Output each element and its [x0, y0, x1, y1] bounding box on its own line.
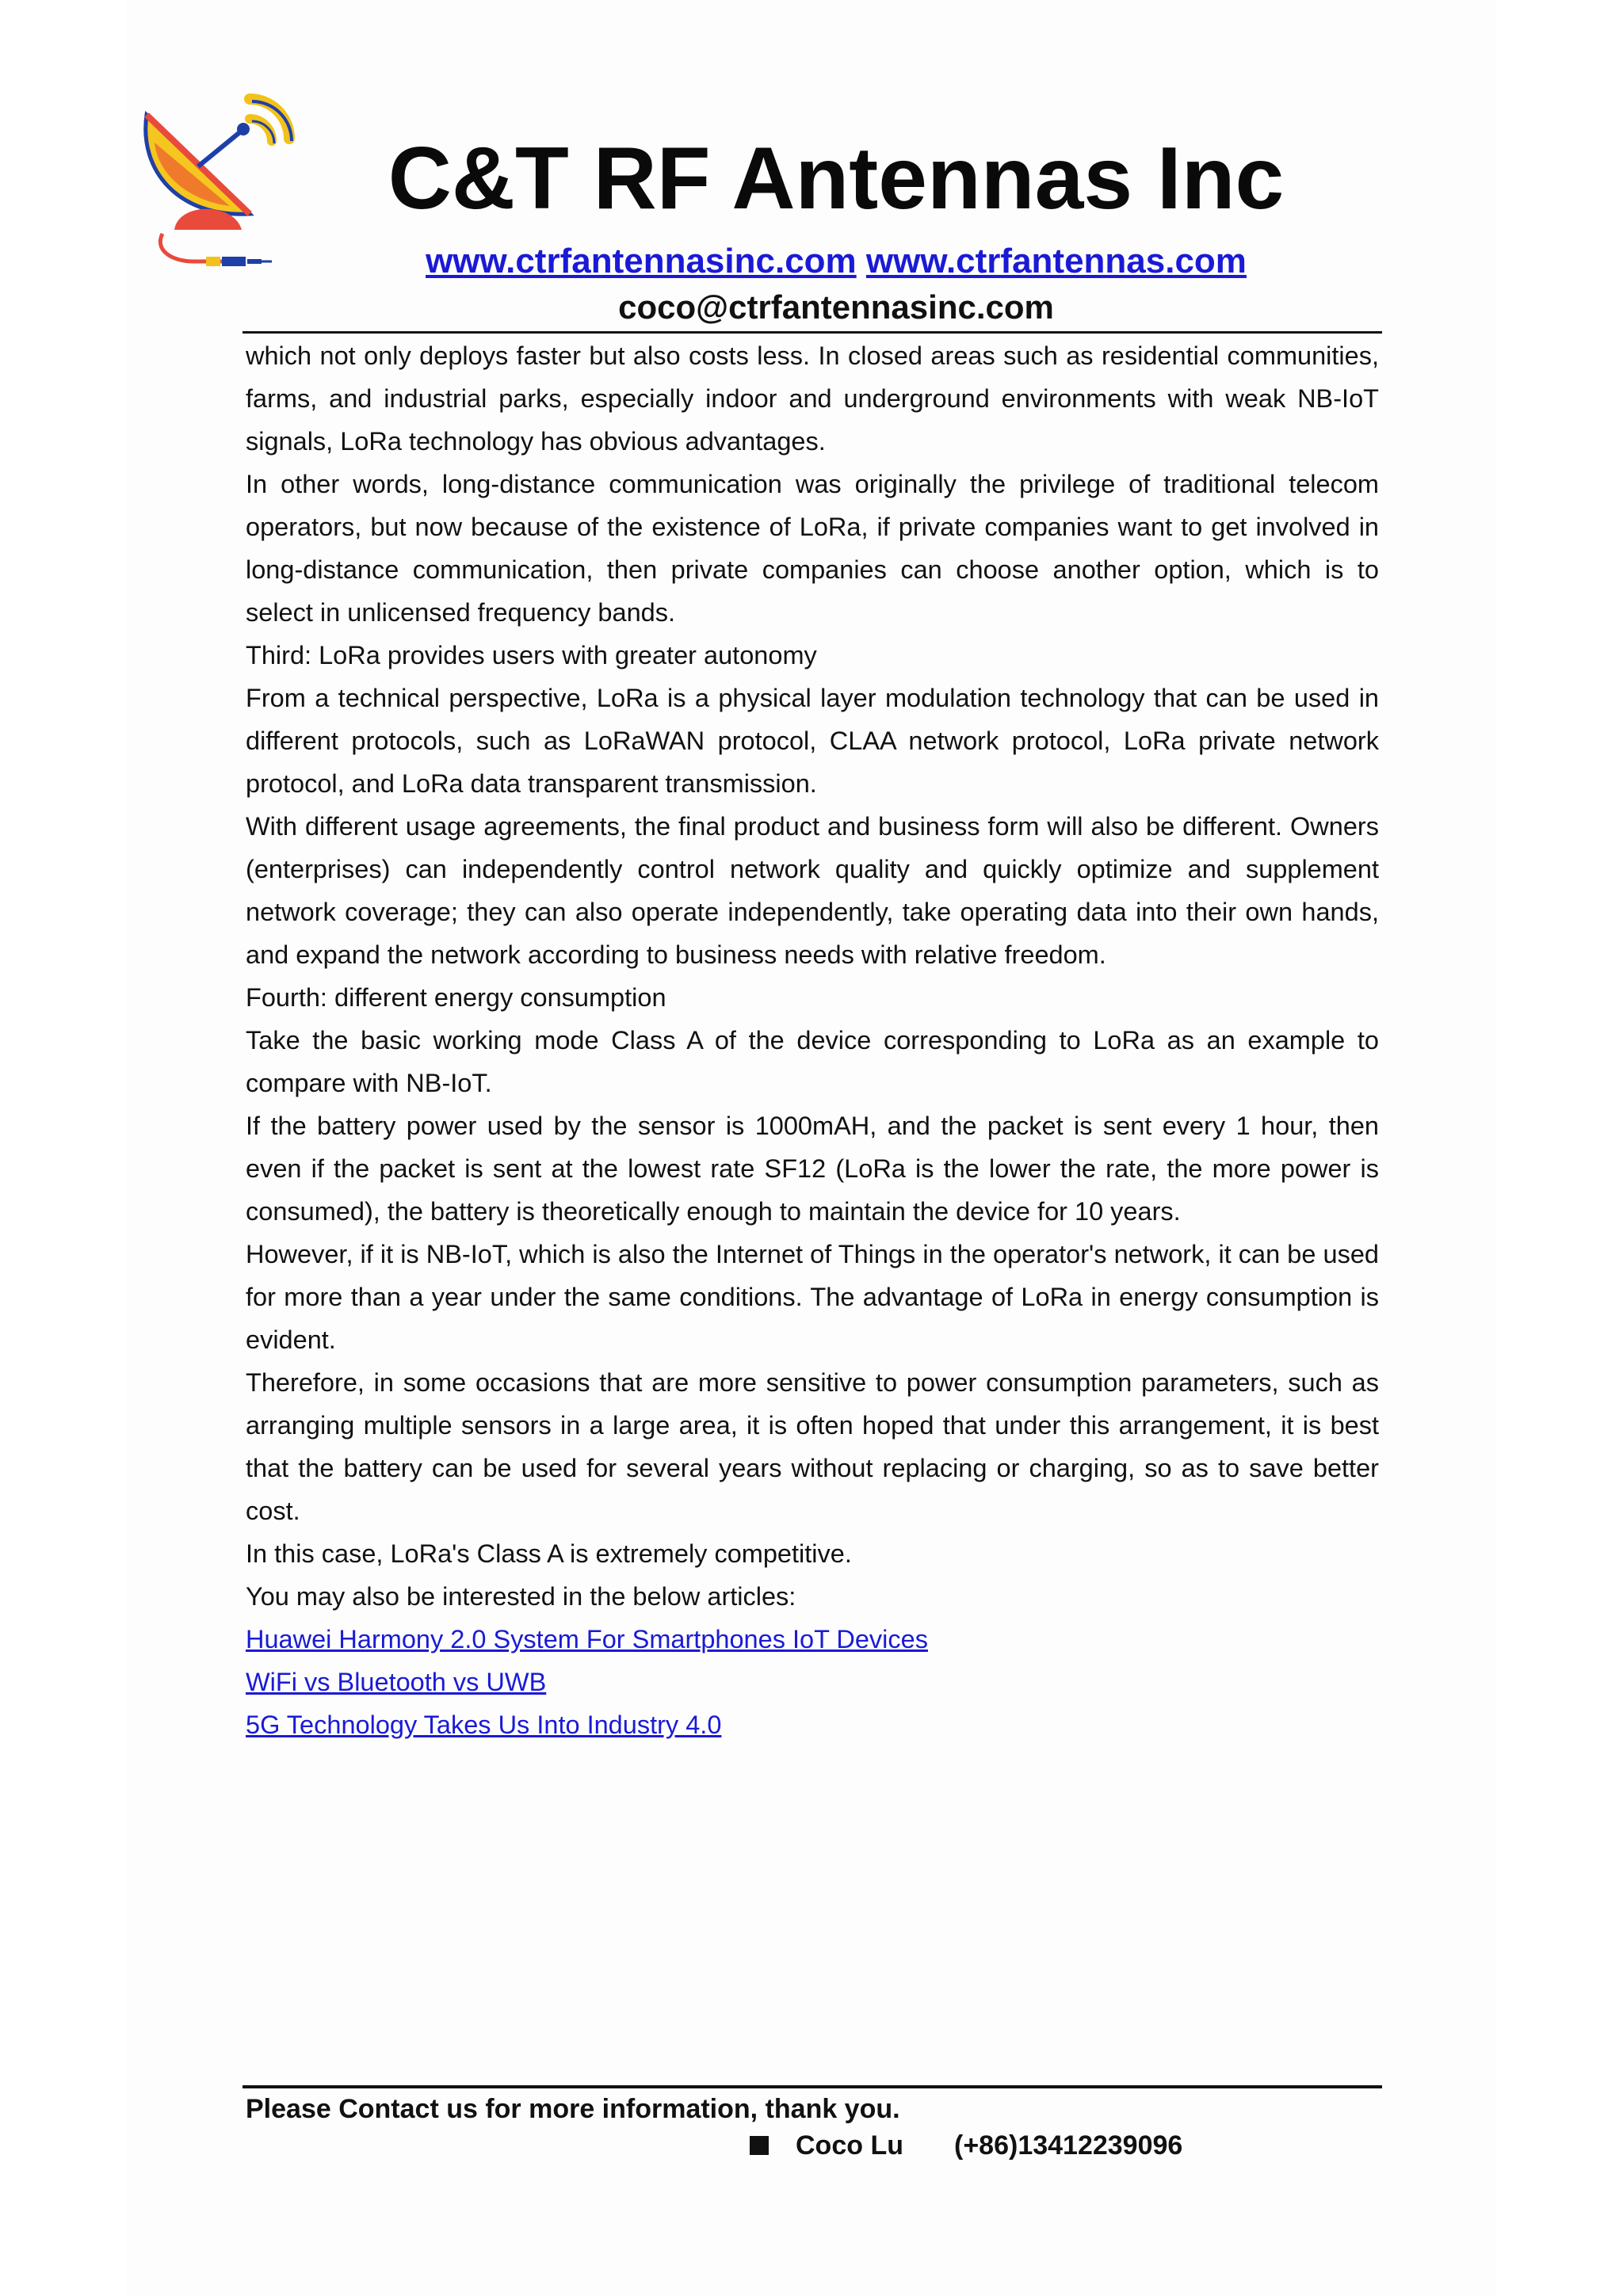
article-body: [246, 334, 1379, 1746]
article-link-wifi-bluetooth-uwb[interactable]: WiFi vs Bluetooth vs UWB: [246, 1668, 547, 1696]
section-heading: Third: LoRa provides users with greater autonomy: [246, 641, 817, 669]
paragraph: Take the basic working mode Class A of the device corresponding to LoRa as an example to compare with NB-IoT.: [246, 1026, 1379, 1097]
section-heading: Fourth: different energy consumption: [246, 983, 666, 1012]
paragraph: From a technical perspective, LoRa is a physical layer modulation technology that can be used in different protocols, such as LoRaWAN protocol, CLAA network protocol, LoRa private network protocol, and LoRa data transparent transmission.: [246, 684, 1379, 798]
paragraph: In this case, LoRa's Class A is extremely competitive.: [246, 1539, 852, 1568]
header-divider: [242, 331, 1382, 334]
contact-name: Coco Lu: [796, 2130, 903, 2161]
website-link-1[interactable]: www.ctrfantennasinc.com: [426, 242, 857, 280]
footer-note: Please Contact us for more information, thank you.: [246, 2094, 900, 2124]
footer-contact: [750, 2125, 1182, 2166]
paragraph: which not only deploys faster but also costs less. In closed areas such as residential communities, farms, and industrial parks, especially indoor and underground environments with weak NB-IoT signals, LoRa technology has obvious advantages.: [246, 341, 1379, 456]
square-bullet-icon: [750, 2136, 769, 2155]
article-link-huawei-harmony[interactable]: Huawei Harmony 2.0 System For Smartphones IoT Devices: [246, 1625, 928, 1653]
paragraph: However, if it is NB-IoT, which is also the Internet of Things in the operator's network, it can be used for more than a year under the same conditions. The advantage of LoRa in energy consumption is evident.: [246, 1240, 1379, 1354]
paragraph: With different usage agreements, the final product and business form will also be different. Owners (enterprises) can independently control network quality and quickly optimize and supplement network coverage; they can also operate independently, take operating data into their own hands, and expand the network according to business needs with relative freedom.: [246, 812, 1379, 969]
paragraph: Therefore, in some occasions that are more sensitive to power consumption parameters, such as arranging multiple sensors in a large area, it is often hoped that under this arrangement, it is best that the battery can be used for several years without replacing or charging, so as to save better cost.: [246, 1368, 1379, 1525]
company-title: C&T RF Antennas Inc: [388, 129, 1285, 227]
website-link-2[interactable]: www.ctrfantennas.com: [865, 242, 1247, 280]
header-links: [0, 238, 1623, 285]
header-email: coco@ctrfantennasinc.com: [618, 288, 1054, 326]
paragraph: In other words, long-distance communication was originally the privilege of traditional telecom operators, but now because of the existence of LoRa, if private companies want to get involved in long-distance communication, then private companies can choose another option, which is to select in unlicensed frequency bands.: [246, 470, 1379, 627]
contact-phone: (+86)13412239096: [954, 2130, 1183, 2161]
paragraph: You may also be interested in the below articles:: [246, 1582, 796, 1611]
paragraph: If the battery power used by the sensor is 1000mAH, and the packet is sent every 1 hour, then even if the packet is sent at the lowest rate SF12 (LoRa is the lower the rate, the more power is consumed), the battery is theoretically enough to maintain the device for 10 years.: [246, 1112, 1379, 1226]
article-link-5g-industry[interactable]: 5G Technology Takes Us Into Industry 4.0: [246, 1711, 722, 1739]
